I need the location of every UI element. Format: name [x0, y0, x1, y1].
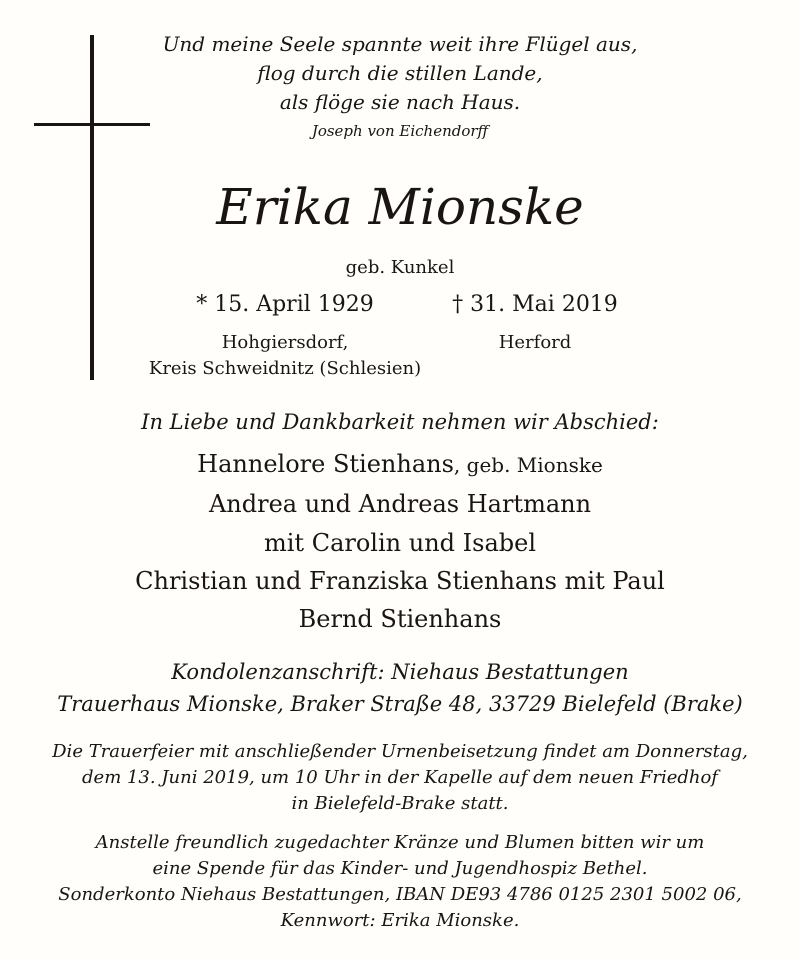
- funeral-line-2: dem 13. Juni 2019, um 10 Uhr in der Kapelle auf dem neuen Friedhof: [82, 767, 718, 788]
- birth-place-line-1: Hohgiersdorf,: [221, 332, 349, 353]
- donation-line-3: Sonderkonto Niehaus Bestattungen, IBAN DE93 4786 0125 2301 5002 06,: [58, 884, 742, 905]
- poem-line-3: als flöge sie nach Haus.: [279, 90, 521, 114]
- poem-line-2: flog durch die stillen Lande,: [257, 61, 543, 85]
- poem-author: Joseph von Eichendorff: [311, 122, 489, 140]
- birth-date: * 15. April 1929: [196, 292, 374, 317]
- condolence-line-1: Kondolenzanschrift: Niehaus Bestattungen: [171, 660, 629, 684]
- death-date: † 31. Mai 2019: [452, 292, 618, 317]
- family-line-3: mit Carolin und Isabel: [264, 529, 536, 557]
- family-member-name: Hannelore Stienhans: [197, 450, 454, 478]
- donation-line-1: Anstelle freundlich zugedachter Kränze und Blumen bitten wir um: [95, 832, 705, 853]
- family-line-2: Andrea und Andreas Hartmann: [208, 490, 592, 518]
- funeral-line-1: Die Trauerfeier mit anschließender Urnenbeisetzung findet am Donnerstag,: [52, 741, 748, 762]
- cross-horizontal-bar: [34, 123, 150, 126]
- farewell-intro: In Liebe und Dankbarkeit nehmen wir Abschied:: [141, 410, 659, 434]
- condolence-line-2: Trauerhaus Mionske, Braker Straße 48, 33729 Bielefeld (Brake): [57, 692, 743, 716]
- birth-place-line-2: Kreis Schweidnitz (Schlesien): [148, 358, 422, 379]
- deceased-name: Erika Mionske: [216, 178, 584, 236]
- death-place: Herford: [498, 332, 572, 353]
- family-member-born-name: , geb. Mionske: [453, 453, 603, 477]
- poem-line-1: Und meine Seele spannte weit ihre Flügel aus,: [162, 32, 638, 56]
- family-line-1: [0, 450, 800, 478]
- family-line-4: Christian und Franziska Stienhans mit Paul: [135, 567, 665, 595]
- cross-vertical-bar: [90, 35, 94, 380]
- funeral-line-3: in Bielefeld-Brake statt.: [291, 793, 509, 814]
- family-line-5: Bernd Stienhans: [298, 605, 502, 633]
- born-name: geb. Kunkel: [345, 257, 455, 278]
- donation-line-2: eine Spende für das Kinder- und Jugendhospiz Bethel.: [152, 858, 648, 879]
- donation-line-4: Kennwort: Erika Mionske.: [280, 910, 520, 931]
